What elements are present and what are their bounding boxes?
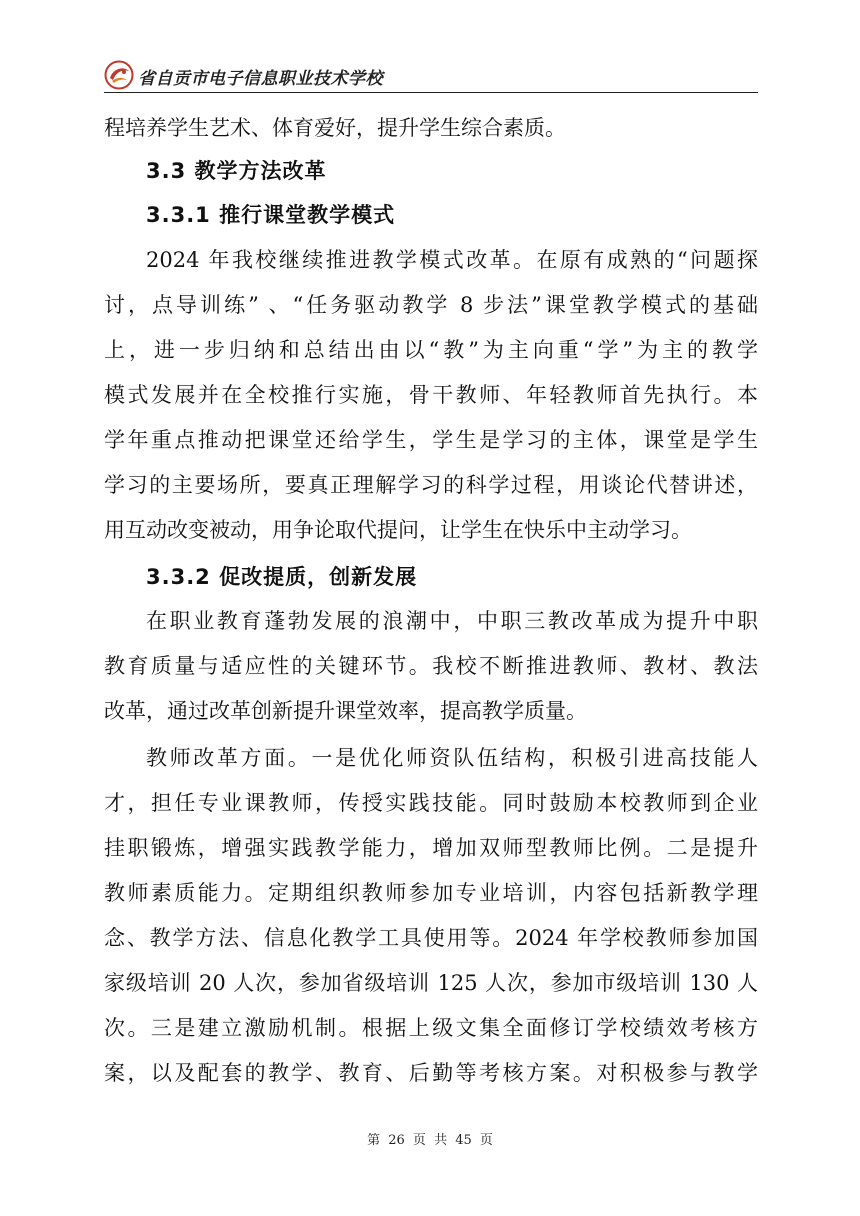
text-line: 才，担任专业课教师，传授实践技能。同时鼓励本校教师到企业 bbox=[104, 791, 758, 815]
text-line: 学年重点推动把课堂还给学生，学生是学习的主体，课堂是学生 bbox=[104, 428, 758, 452]
text-line: 在职业教育蓬勃发展的浪潮中，中职三教改革成为提升中职 bbox=[146, 609, 758, 633]
text-line: 家级培训 20 人次，参加省级培训 125 人次，参加市级培训 130 人 bbox=[104, 971, 758, 995]
subsection-heading: 3.3.2 促改提质，创新发展 bbox=[146, 565, 418, 589]
text-line: 用互动改变被动，用争论取代提问，让学生在快乐中主动学习。 bbox=[104, 518, 692, 542]
text-line: 学习的主要场所，要真正理解学习的科学过程，用谈论代替讲述， bbox=[104, 473, 758, 497]
school-logo-icon bbox=[104, 60, 134, 90]
section-heading: 3.3 教学方法改革 bbox=[146, 159, 327, 183]
text-line: 2024 年我校继续推进教学模式改革。在原有成熟的“问题探 bbox=[146, 248, 758, 272]
text-line: 案，以及配套的教学、教育、后勤等考核方案。对积极参与教学 bbox=[104, 1061, 758, 1085]
page-number: 第 26 页 共 45 页 bbox=[367, 1133, 493, 1148]
text-line: 程培养学生艺术、体育爱好，提升学生综合素质。 bbox=[104, 116, 566, 140]
header-divider bbox=[104, 92, 758, 93]
text-line: 次。三是建立激励机制。根据上级文集全面修订学校绩效考核方 bbox=[104, 1016, 758, 1040]
text-line: 改革，通过改革创新提升课堂效率，提高教学质量。 bbox=[104, 699, 587, 723]
text-line: 挂职锻炼，增强实践教学能力，增加双师型教师比例。二是提升 bbox=[104, 836, 758, 860]
text-line: 教师改革方面。一是优化师资队伍结构，积极引进高技能人 bbox=[146, 746, 758, 770]
subsection-heading: 3.3.1 推行课堂教学模式 bbox=[146, 203, 396, 227]
text-line: 上，进一步归纳和总结出由以“教”为主向重“学”为主的教学 bbox=[104, 338, 758, 362]
text-line: 讨，点导训练” 、“任务驱动教学 8 步法”课堂教学模式的基础 bbox=[104, 293, 758, 317]
school-name: 省自贡市电子信息职业技术学校 bbox=[138, 69, 383, 89]
page-header bbox=[104, 58, 758, 92]
text-line: 念、教学方法、信息化教学工具使用等。2024 年学校教师参加国 bbox=[104, 926, 758, 950]
text-line: 模式发展并在全校推行实施，骨干教师、年轻教师首先执行。本 bbox=[104, 383, 758, 407]
text-line: 教育质量与适应性的关键环节。我校不断推进教师、教材、教法 bbox=[104, 654, 758, 678]
text-line: 教师素质能力。定期组织教师参加专业培训，内容包括新教学理 bbox=[104, 881, 758, 905]
